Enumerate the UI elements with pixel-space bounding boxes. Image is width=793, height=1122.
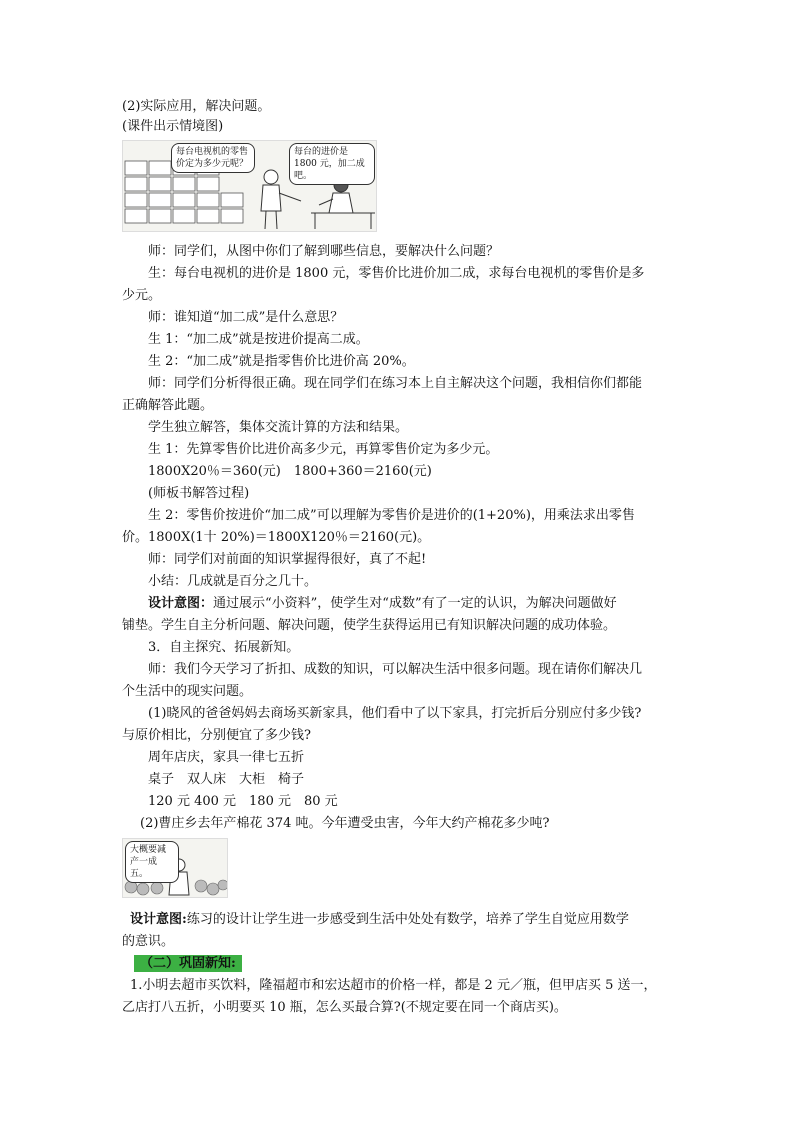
text-line: (课件出示情境图) — [122, 119, 224, 134]
text-line: 师：同学们对前面的知识掌握得很好，真了不起! — [148, 552, 427, 567]
text-line: 铺垫。学生自主分析问题、解决问题，使学生获得运用已有知识解决问题的成功体验。 — [122, 618, 617, 633]
text-line: 小结：几成就是百分之几十。 — [148, 574, 318, 589]
text-line: 1800X20％＝360(元) 1800+360＝2160(元) — [148, 464, 432, 479]
text-line: 1.小明去超市买饮料，隆福超市和宏达超市的价格一样，都是 2 元／瓶，但甲店买 5 送一， — [130, 978, 657, 993]
text-line: 生 2：“加二成”就是指零售价比进价高 20%。 — [148, 354, 415, 369]
text-line: (2)实际应用，解决问题。 — [122, 99, 271, 114]
text-line: 师：谁知道“加二成”是什么意思？ — [148, 310, 344, 325]
text-line: 个生活中的现实问题。 — [122, 684, 253, 699]
design-intent-text: 通过展示“小资料”，使学生对“成数”有了一定的认识，为解决问题做好 — [213, 596, 617, 611]
speech-bubble-left: 每台电视机的零售价定为多少元呢？ — [171, 143, 255, 173]
text-line: 师：同学们，从图中你们了解到哪些信息，要解决什么问题？ — [148, 244, 500, 259]
design-intent-label: 设计意图： — [148, 596, 214, 611]
text-line — [148, 594, 617, 613]
text-line: 生 1：“加二成”就是按进价提高二成。 — [148, 332, 369, 347]
text-line: 乙店打八五折，小明要买 10 瓶，怎么买最合算?(不规定要在同一个商店买)。 — [122, 1000, 567, 1015]
section-heading — [134, 954, 242, 973]
design-intent-text: 练习的设计让学生进一步感受到生活中处处有数学，培养了学生自觉应用数学 — [186, 912, 629, 927]
text-line: 3．自主探究、拓展新知。 — [148, 640, 300, 655]
tv-store-illustration — [122, 140, 377, 232]
text-line — [130, 910, 629, 929]
text-line: 学生独立解答，集体交流计算的方法和结果。 — [148, 420, 409, 435]
text-line: 120 元 400 元 180 元 80 元 — [148, 794, 338, 809]
speech-bubble: 大概要减产一成五。 — [125, 841, 179, 883]
speech-bubble-right: 每台的进价是 1800 元，加二成吧。 — [289, 143, 375, 185]
text-line: 的意识。 — [122, 934, 175, 949]
text-line: 正确解答此题。 — [122, 398, 214, 413]
highlighted-heading: （二）巩固新知: — [134, 955, 242, 972]
text-line: (1)晓风的爸爸妈妈去商场买新家具，他们看中了以下家具，打完折后分别应付多少钱? — [148, 706, 642, 721]
text-line: 周年店庆，家具一律七五折 — [148, 750, 305, 765]
text-line: 生 1：先算零售价比进价高多少元，再算零售价定为多少元。 — [148, 442, 499, 457]
text-line: (2)曹庄乡去年产棉花 374 吨。今年遭受虫害，今年大约产棉花多少吨? — [140, 816, 550, 831]
text-line: 价。1800X(1十 20%)＝1800X120％＝2160(元)。 — [122, 530, 431, 545]
cotton-field-illustration — [122, 838, 228, 898]
text-line: 师：同学们分析得很正确。现在同学们在练习本上自主解决这个问题，我相信你们都能 — [148, 376, 643, 391]
design-intent-label: 设计意图: — [130, 912, 187, 927]
text-line: 生：每台电视机的进价是 1800 元，零售价比进价加二成，求每台电视机的零售价是多 — [148, 266, 645, 281]
text-line: (师板书解答过程) — [148, 486, 250, 501]
text-line: 与原价相比，分别便宜了多少钱? — [122, 728, 311, 743]
text-line: 师：我们今天学习了折扣、成数的知识，可以解决生活中很多问题。现在请你们解决几 — [148, 662, 643, 677]
text-line: 生 2：零售价按进价“加二成”可以理解为零售价是进价的(1+20%)，用乘法求出零售 — [148, 508, 635, 523]
text-line: 桌子 双人床 大柜 椅子 — [148, 772, 305, 787]
text-line: 少元。 — [122, 288, 162, 303]
